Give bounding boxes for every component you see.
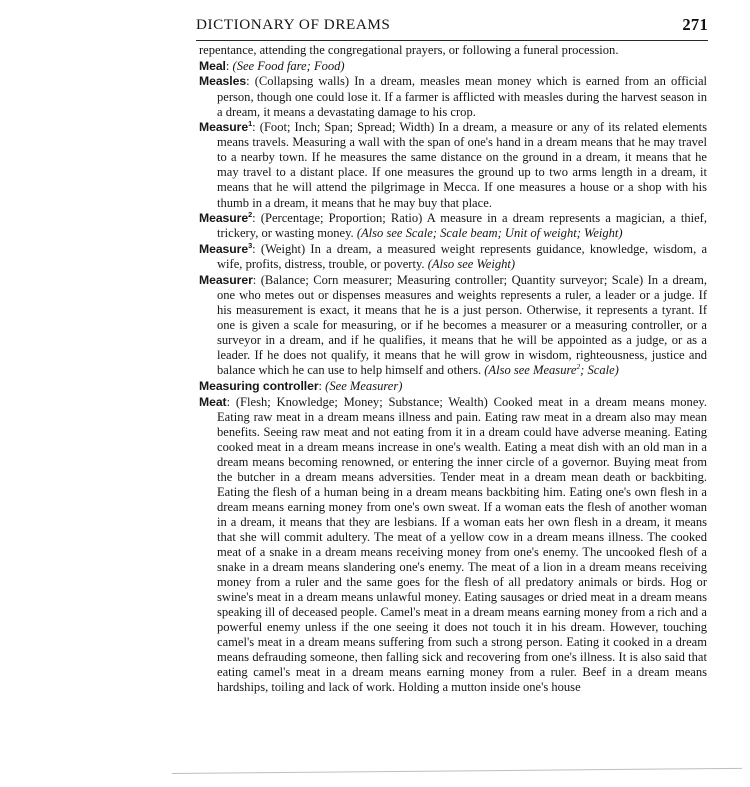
dictionary-entry — [199, 273, 707, 378]
entry-body-text: (Weight) In a dream, a measured weight represents guidance, knowledge, wisdom, a wife, profits, distress, trouble, or poverty. — [217, 242, 708, 272]
entry-term: Measure$^1$ — [199, 119, 253, 135]
cross-reference-superscript: 2 — [576, 361, 581, 371]
entry-term: Measurer — [199, 272, 253, 287]
entry-cross-reference — [484, 363, 619, 377]
running-head — [196, 16, 708, 38]
body-column — [199, 43, 707, 696]
entry-separator: : — [225, 58, 233, 73]
dictionary-entry — [199, 379, 707, 394]
entry-cross-reference: (See Food fare; Food) — [232, 58, 345, 73]
dictionary-entry — [199, 74, 707, 119]
entry-separator: : — [246, 74, 255, 89]
dictionary-entry — [199, 395, 707, 696]
entry-term: Measuring controller — [199, 378, 319, 393]
paragraph-continuation — [199, 43, 707, 58]
entry-term: Meat — [199, 394, 227, 409]
entry-cross-reference: (See Measurer) — [325, 378, 403, 393]
entry-body-text: (Foot; Inch; Span; Spread; Width) In a dream, a measure or any of its related elements means travels. Measuring a wall with the span of one's hand in a dream means that he may travel to a nearby town. If he measures the same distance on the ground in a dream, it means that he may travel to a distant place. If one measures the ground up to two arms length in a dream, it means that he will attend the pilgrimage in Mecca. If one measures a house or a shop with his thumb in a dream, it means that he may buy that place. — [217, 120, 707, 210]
entry-separator: : — [252, 242, 261, 257]
dictionary-entry — [199, 211, 707, 241]
entry-separator: : — [252, 272, 261, 287]
entry-separator: : — [252, 211, 261, 226]
page-number: 271 — [682, 15, 708, 34]
page-title: DICTIONARY OF DREAMS — [196, 16, 391, 33]
paragraph-text: repentance, attending the congregational prayers, or following a funeral procession. — [199, 43, 619, 57]
entry-separator: : — [252, 120, 260, 135]
entry-body-text: (Balance; Corn measurer; Measuring controller; Quantity surveyor; Scale) In a dream, one who metes out or dispenses measures and weights represents a ruler, a leader or a judge. If his measurement is exact, it means that he is a just person. Otherwise, it represents a tyrant. If one is given a scale for measuring, or if he becomes a measurer or a measuring controller, or a surveyor in a dream, and if he qualifies, it means that he will be appointed as a judge, or as a leader. If he does not qualify, it means that he will grow in wisdom, righteousness, justice and balance which he can use to help himself and others. — [217, 272, 707, 378]
entry-cross-reference: (Also see Scale; Scale beam; Unit of weight; Weight) — [356, 226, 623, 241]
dictionary-entry — [199, 120, 707, 210]
entry-term-superscript: 1 — [248, 119, 253, 129]
entry-term: Measure$^3$ — [199, 240, 253, 257]
entry-body-text: (Collapsing walls) In a dream, measles mean money which is earned from an official person, though one could lose it. If a farmer is afflicted with measles during the harvest season in a dream, it means a devastating damage to his crop. — [217, 74, 708, 119]
entry-body-text: (Flesh; Knowledge; Money; Substance; Wealth) Cooked meat in a dream means money. Eating raw meat in a dream means illness and pain. Eating raw meat in a dream also may mean benefits. Seeing raw meat and not eating from it in a dream could have adverse meaning. Eating cooked meat in a dream means increase in one's wealth. Eating a meat dish with an old man in a dream means becoming renowned, or entering the inner circle of a governor. Buying meat from the butcher in a dream means adversities. Tender meat in a dream mean death or backbiting. Eating the flesh of a human being in a dream means backbiting him. Eating one's own flesh in a dream means earning money from one's own sweat. If a woman eats the flesh of another woman in a dream, it means that they are lesbians. If a woman eats her own flesh in a dream, it means that she will commit adultery. The meat of a yellow cow in a dream means illness. The cooked meat of a snake in a dream means receiving money from one's enemy. The uncooked flesh of a snake in a dream means slandering one's enemy. The meat of a lion in a dream means receiving money from a ruler and the same goes for the flesh of all predatory animals or birds. Hog or swine's meat in a dream means unlawful money. Eating sausages or dried meat in a dream means speaking ill of deceased people. Camel's meat in a dream means earning money from a rich and a powerful enemy unless if the one seeing it does not touch it in his dream. However, touching camel's meat in a dream means suffering from such a strong person. Eating it cooked in a dream means defrauding someone, then falling sick and recovering from one's illness. It is also said that eating camel's meat in a dream means earning money from a ruler. Beef in a dream means hardships, toiling and lack of work. Holding a mutton inside one's house — [217, 394, 707, 695]
cross-reference-tail: ; Scale) — [580, 363, 619, 378]
header-divider — [196, 40, 708, 41]
entry-cross-reference: (Also see Weight) — [427, 257, 516, 272]
entry-body-text: (Percentage; Proportion; Ratio) A measure in a dream represents a magician, a thief, trickery, or wasting money. — [217, 211, 708, 241]
entry-term: Measles — [199, 74, 247, 89]
cross-reference-text: (Also see Measure — [484, 363, 577, 378]
entry-separator: : — [226, 394, 236, 409]
entry-term-superscript: 2 — [248, 210, 253, 220]
dictionary-entry — [199, 59, 707, 74]
dictionary-entry — [199, 242, 707, 272]
scan-artifact-line — [172, 768, 742, 774]
entry-term-superscript: 3 — [248, 240, 253, 250]
entry-separator: : — [318, 378, 326, 393]
entry-term: Meal — [199, 58, 226, 73]
entry-term: Measure$^2$ — [199, 210, 253, 226]
